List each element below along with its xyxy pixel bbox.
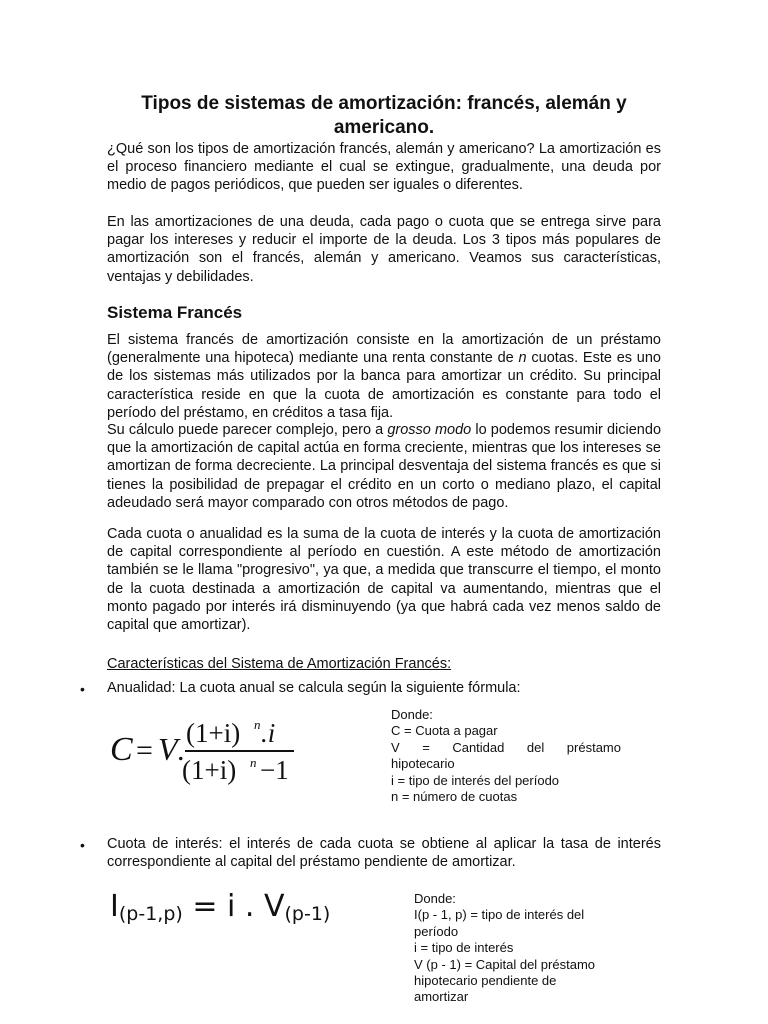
intro-paragraph-2: En las amortizaciones de una deuda, cada pago o cuota que se entrega sirve para pagar los intereses y reducir el importe de la deuda. Los 3 tipos más populares de amortización son el francés, alemán y americano. Veamos sus características, ventajas y debilidades. xyxy=(107,214,661,285)
donde-block-2 xyxy=(414,891,614,1006)
frances-paragraph-2 xyxy=(107,421,661,512)
bullet-1-marker: • xyxy=(80,681,85,697)
bullet-1-text: Anualidad: La cuota anual se calcula según la siguiente fórmula: xyxy=(107,680,521,696)
formula1-den-exponent: n xyxy=(250,755,257,770)
formula1-numerator: (1+i) xyxy=(186,718,241,748)
page-title: Tipos de sistemas de amortización: francés, alemán y americano. xyxy=(141,93,627,138)
frances-paragraph-1 xyxy=(107,331,661,422)
formula2-i: I xyxy=(110,889,119,924)
interest-formula xyxy=(108,880,358,926)
donde-1-line-2: V = Cantidad del préstamo xyxy=(391,739,621,755)
bullet-2-text: Cuota de interés: el interés de cada cuota se obtiene al aplicar la tasa de interés correspondiente al capital del préstamo pendiente de amortizar. xyxy=(107,836,661,871)
donde-2-line-5: hipotecario pendiente de xyxy=(414,973,557,989)
donde-1-line-3: hipotecario xyxy=(391,756,455,772)
formula1-c: C xyxy=(110,731,133,768)
formula1-num-tail: .i xyxy=(261,718,276,748)
formula1-v: V xyxy=(158,731,178,767)
donde-2-line-4: V (p - 1) = Capital del préstamo xyxy=(414,956,595,972)
donde-1-line-1: C = Cuota a pagar xyxy=(391,723,498,739)
donde-block-1 xyxy=(391,707,621,805)
donde-2-line-2: período xyxy=(414,923,459,939)
formula2-mid: = i . V xyxy=(182,889,285,924)
formula2-text xyxy=(110,889,330,925)
donde-2-label: Donde: xyxy=(414,891,456,906)
frances-paragraph-3: Cada cuota o anualidad es la suma de la cuota de interés y la cuota de amortización de capital correspondiente al período en cuestión. A este método de amortización también se le llama "progresivo", ya que, a medida que transcurre el tiempo, el monto de la cuota destinada a amortización de capital va aumentando, mientras que el monto pagado por interés irá disminuyendo (ya que habrá cada vez menos saldo de capital que amortizar). xyxy=(107,526,661,634)
donde-2-line-6: amortizar xyxy=(414,989,469,1005)
bullet-2-marker: • xyxy=(80,837,85,853)
donde-2-line-1: I(p - 1, p) = tipo de interés del xyxy=(414,907,585,923)
formula1-num-exponent: n xyxy=(254,717,261,732)
frances-p2-text-a: Su cálculo puede parecer complejo, pero a xyxy=(107,422,388,438)
caracteristicas-heading: Características del Sistema de Amortización Francés: xyxy=(107,656,452,672)
donde-2-line-3: i = tipo de interés xyxy=(414,940,514,956)
formula1-den-tail: −1 xyxy=(260,755,289,785)
formula2-sub1: (p-1,p) xyxy=(118,903,183,925)
frances-p2-text-b: lo podemos resumir diciendo que la amortización de capital actúa en forma creciente, mientras que los intereses se amortizan de forma decreciente. La principal desventaja del sistema francés es que si tienes la posibilidad de prepagar el crédito en un corto o mediano plazo, el capital adeudado será mayor comparado con otros métodos de pago. xyxy=(107,422,662,511)
formula1-eq: = xyxy=(136,734,153,767)
frances-p1-text-b: cuotas. Este es uno de los sistemas más utilizados por la banca para amortizar un crédito. Su principal característica reside en que la cuota de amortización es constante para todo el período del préstamo, en créditos a tasa fija. xyxy=(107,350,661,421)
section-heading: Sistema Francés xyxy=(107,303,243,322)
formula1-denominator: (1+i) xyxy=(182,755,237,785)
frances-p1-text-a: El sistema francés de amortización consiste en la amortización de un préstamo (generalmente una hipoteca) mediante una renta constante de xyxy=(107,332,661,367)
frances-p2-grosso-modo: grosso modo xyxy=(387,422,472,438)
formula1-dot: . xyxy=(177,734,185,767)
formula2-sub2: (p-1) xyxy=(284,903,331,925)
annuity-formula xyxy=(108,712,298,788)
donde-1-line-5: n = número de cuotas xyxy=(391,789,518,805)
intro-paragraph-1: ¿Qué son los tipos de amortización francés, alemán y americano? La amortización es el proceso financiero mediante el cual se extingue, gradualmente, una deuda por medio de pagos periódicos, que pueden ser iguales o diferentes. xyxy=(107,141,661,194)
donde-1-line-4: i = tipo de interés del período xyxy=(391,772,560,788)
donde-1-label: Donde: xyxy=(391,707,433,722)
frances-p1-n: n xyxy=(518,350,527,367)
